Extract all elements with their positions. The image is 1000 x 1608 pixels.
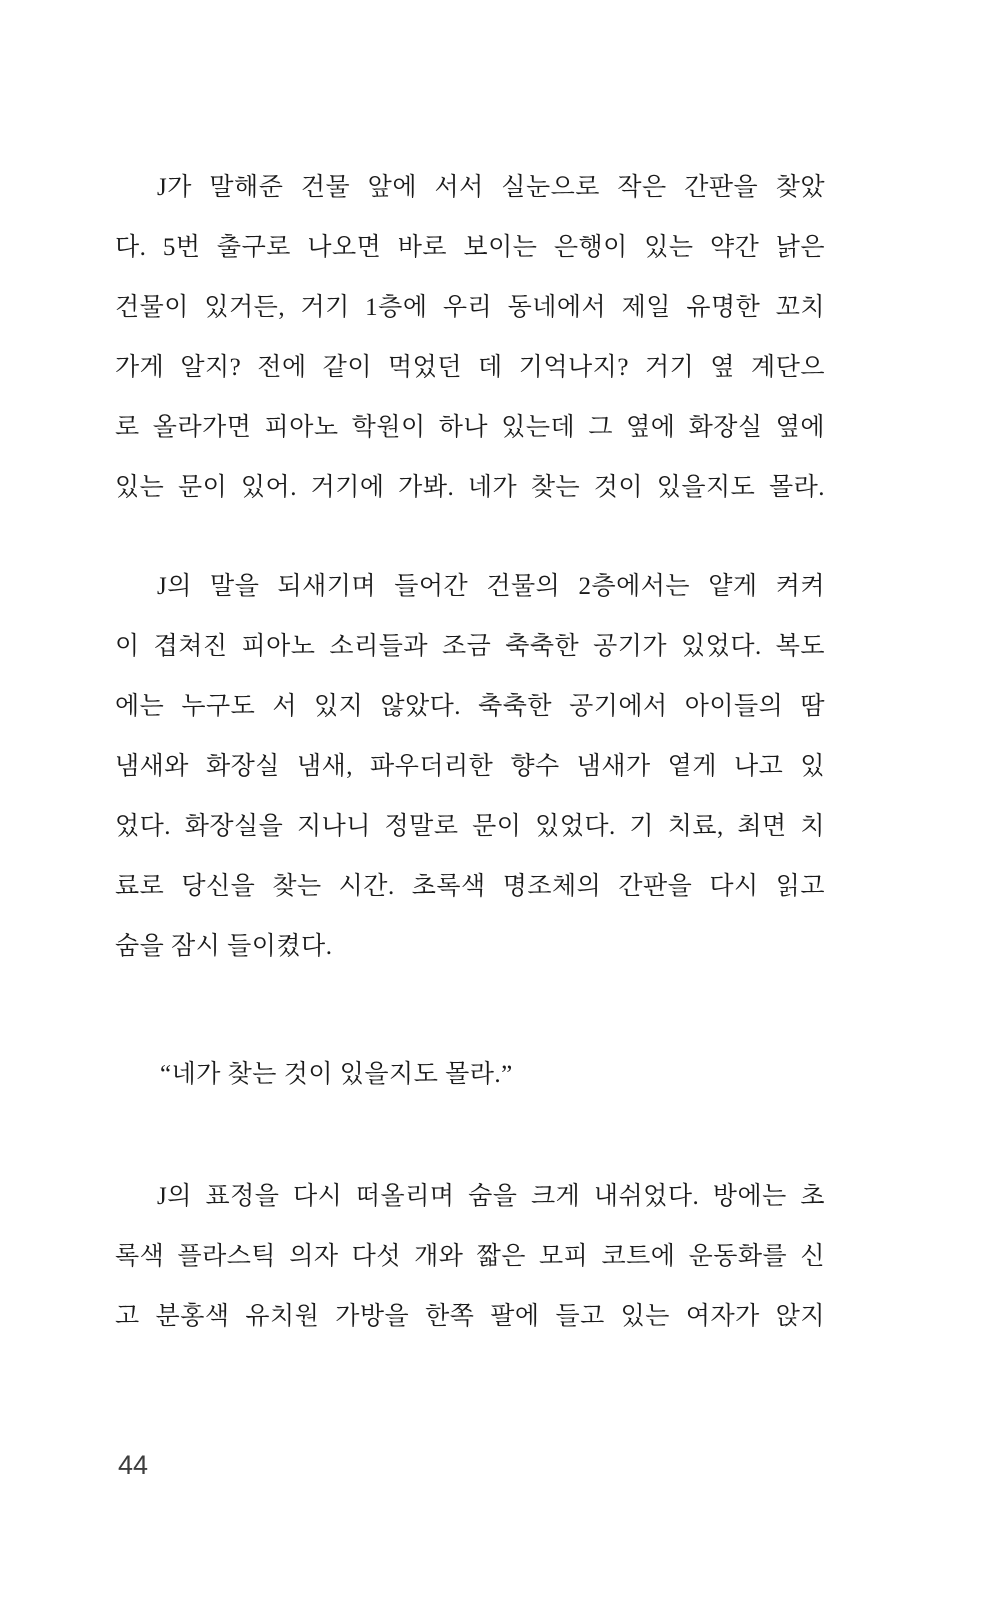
paragraph-line: 료로 당신을 찾는 시간. 초록색 명조체의 간판을 다시 읽고 [115,873,825,900]
paragraph-line: 에는 누구도 서 있지 않았다. 축축한 공기에서 아이들의 땀 [115,693,825,720]
paragraph-line: 로 올라가면 피아노 학원이 하나 있는데 그 옆에 화장실 옆에 [115,414,825,441]
paragraph-line: 이 겹쳐진 피아노 소리들과 조금 축축한 공기가 있었다. 복도 [115,633,825,660]
paragraph-line: 냄새와 화장실 냄새, 파우더리한 향수 냄새가 옅게 나고 있 [115,753,825,780]
dialogue-paragraph [115,1045,825,1105]
paragraph [115,557,825,977]
paragraph-line: J가 말해준 건물 앞에 서서 실눈으로 작은 간판을 찾았 [157,174,825,201]
text-column [115,158,825,1347]
page-number: 44 [118,1450,149,1480]
paragraph-line: 건물이 있거든, 거기 1층에 우리 동네에서 제일 유명한 꼬치 [115,294,825,321]
paragraph-line: 고 분홍색 유치원 가방을 한쪽 팔에 들고 있는 여자가 앉지 [115,1303,825,1330]
paragraph-line: 록색 플라스틱 의자 다섯 개와 짧은 모피 코트에 운동화를 신 [115,1243,825,1270]
dialogue-quote: “네가 찾는 것이 있을지도 몰라.” [160,1061,513,1088]
paragraph-line: 숨을 잠시 들이켰다. [115,933,333,960]
paragraph-line: 있는 문이 있어. 거기에 가봐. 네가 찾는 것이 있을지도 몰라. [115,474,825,501]
paragraph-line: J의 표정을 다시 떠올리며 숨을 크게 내쉬었다. 방에는 초 [157,1183,825,1210]
paragraph [115,158,825,518]
paragraph-line: 가게 알지? 전에 같이 먹었던 데 기억나지? 거기 옆 계단으 [115,354,825,381]
paragraph-line: 다. 5번 출구로 나오면 바로 보이는 은행이 있는 약간 낡은 [115,234,825,261]
paragraph-line: 었다. 화장실을 지나니 정말로 문이 있었다. 기 치료, 최면 치 [115,813,825,840]
paragraph-line: J의 말을 되새기며 들어간 건물의 2층에서는 얕게 켜켜 [157,573,825,600]
paragraph [115,1167,825,1347]
